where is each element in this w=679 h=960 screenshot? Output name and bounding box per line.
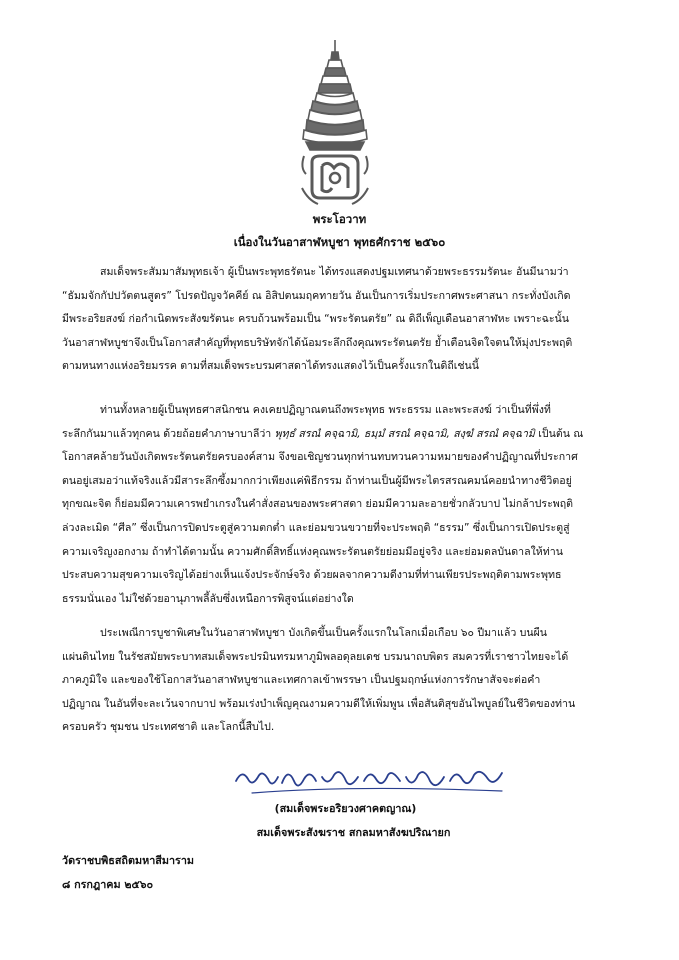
paragraph-line: โอกาสคล้ายวันบังเกิดพระรัตนตรัยครบองค์สาม จึงขอเชิญชวนทุกท่านทบทวนความหมายของคำปฏิญาณที่ประกาศ — [62, 451, 578, 464]
paragraph-line: ธรรมนั่นเอง ไม่ใช่ด้วยอานุภาพลี้ลับซึ่งเหนือการพิสูจน์แต่อย่างใด — [62, 592, 354, 605]
royal-emblem-logo — [298, 38, 372, 213]
paragraph-line: ล่วงละเมิด “ศีล” ซึ่งเป็นการปิดประตูสู่ความตกต่ำ และย่อมขวนขวายที่จะประพฤติ “ธรรม” ซึ่งเป็นการเปิดประตูสู่ — [62, 521, 570, 534]
paragraph-3 — [62, 622, 662, 740]
issue-date: ๘ กรกฎาคม ๒๕๖๐ — [62, 878, 154, 891]
paragraph-line: ภาคภูมิใจ และของใช้โอกาสวันอาสาฬหบูชาและเทศกาลเข้าพรรษา เป็นปฐมฤกษ์แห่งการรักษาสัจจะต่อคำ — [62, 674, 541, 687]
paragraph-2 — [62, 399, 662, 611]
issuing-place: วัดราชบพิธสถิตมหาสีมาราม — [62, 854, 195, 867]
paragraph-line: ปฏิญาณ ในอันที่จะละเว้นจากบาป พร้อมเร่งบำเพ็ญคุณงามความดีให้เพิ่มพูน เพื่อสันติสุขอันไพบูลย์ในชีวิตของท่าน — [62, 697, 576, 710]
paragraph-line: ตนอยู่เสมอว่าแท้จริงแล้วมีสาระลึกซึ้งมากกว่าเพียงแค่พิธีกรรม ถ้าท่านเป็นผู้มีพระไตรสรณคมน์คอยนำทางชีวิตอยู่ — [62, 474, 572, 487]
text-run: ระลึกกันมาแล้วทุกคน ด้วยถ้อยคำภาษาบาลีว่า — [62, 427, 275, 440]
paragraph-line — [62, 423, 662, 447]
paragraph-line: ความเจริญงอกงาม ถ้าทำได้ตามนั้น ความศักดิ์สิทธิ์แห่งคุณพระรัตนตรัยย่อมมีอยู่จริง และย่อมดลบันดาลให้ท่าน — [62, 545, 563, 558]
paragraph-line: ท่านทั้งหลายผู้เป็นพุทธศาสนิกชน คงเคยปฏิญาณตนถึงพระพุทธ พระธรรม และพระสงฆ์ ว่าเป็นที่พึ่งที่ — [100, 404, 551, 416]
signatory-name: (สมเด็จพระอริยวงศาคตญาณ) — [274, 802, 417, 815]
paragraph-line: ประสบความสุขความเจริญได้อย่างเห็นแจ้งประจักษ์จริง ด้วยผลจากความดีงามที่ท่านเพียรประพฤติตามพระพุทธ — [62, 569, 562, 582]
document-title: พระโอวาท — [312, 212, 367, 226]
text-run: เป็นต้น ณ — [534, 427, 584, 440]
paragraph-line: ครอบครัว ชุมชน ประเทศชาติ และโลกนี้สืบไป. — [62, 721, 275, 734]
signatory-title: สมเด็จพระสังฆราช สกลมหาสังฆปริณายก — [256, 826, 451, 839]
document-subtitle: เนื่องในวันอาสาฬหบูชา พุทธศักราช ๒๕๖๐ — [233, 235, 446, 249]
paragraph-line: แผ่นดินไทย ในรัชสมัยพระบาทสมเด็จพระปรมินทรมหาภูมิพลอดุลยเดช บรมนาถบพิตร สมควรที่เราชาวไทยจะได้ — [62, 650, 569, 663]
paragraph-line: ตามหนทางแห่งอริยมรรค ตามที่สมเด็จพระบรมศาสดาได้ทรงแสดงไว้เป็นครั้งแรกในดิถีเช่นนี้ — [62, 360, 480, 373]
paragraph-line: ทุกขณะจิต ก็ย่อมมีความเคารพยำเกรงในคำสั่งสอนของพระศาสดา ย่อมมีความละอายชั่วกลัวบาป ไม่กล้าประพฤติ — [62, 498, 574, 511]
paragraph-line: “ธัมมจักกัปปวัตตนสูตร” โปรดปัญจวัคคีย์ ณ อิสิปตนมฤคทายวัน อันเป็นการเริ่มประกาศพระศาสนา กระทั่งบังเกิด — [62, 289, 571, 302]
paragraph-line: มีพระอริยสงฆ์ ก่อกำเนิดพระสังฆรัตนะ ครบถ้วนพร้อมเป็น “พระรัตนตรัย” ณ ดิถีเพ็ญเดือนอาสาฬหะ เพราะฉะนั้น — [62, 313, 570, 326]
handwritten-signature — [232, 763, 512, 797]
paragraph-line: ประเพณีการบูชาพิเศษในวันอาสาฬหบูชา บังเกิดขึ้นเป็นครั้งแรกในโลกเมื่อเกือบ ๖๐ ปีมาแล้ว บนผืน — [100, 627, 548, 639]
pali-verse: พุทฺธํ สรณํ คจฺฉามิ, ธมฺมํ สรณํ คจฺฉามิ, สงฺฆํ สรณํ คจฺฉามิ — [274, 427, 535, 440]
paragraph-line: สมเด็จพระสัมมาสัมพุทธเจ้า ผู้เป็นพระพุทธรัตนะ ได้ทรงแสดงปฐมเทศนาด้วยพระธรรมรัตนะ อันมีนามว่า — [100, 266, 569, 278]
paragraph-1 — [62, 261, 662, 379]
paragraph-line: วันอาสาฬหบูชาจึงเป็นโอกาสสำคัญที่พุทธบริษัทจักได้น้อมระลึกถึงคุณพระรัตนตรัย ย้ำเตือนจิตใจตนให้มุ่งประพฤติ — [62, 336, 573, 349]
